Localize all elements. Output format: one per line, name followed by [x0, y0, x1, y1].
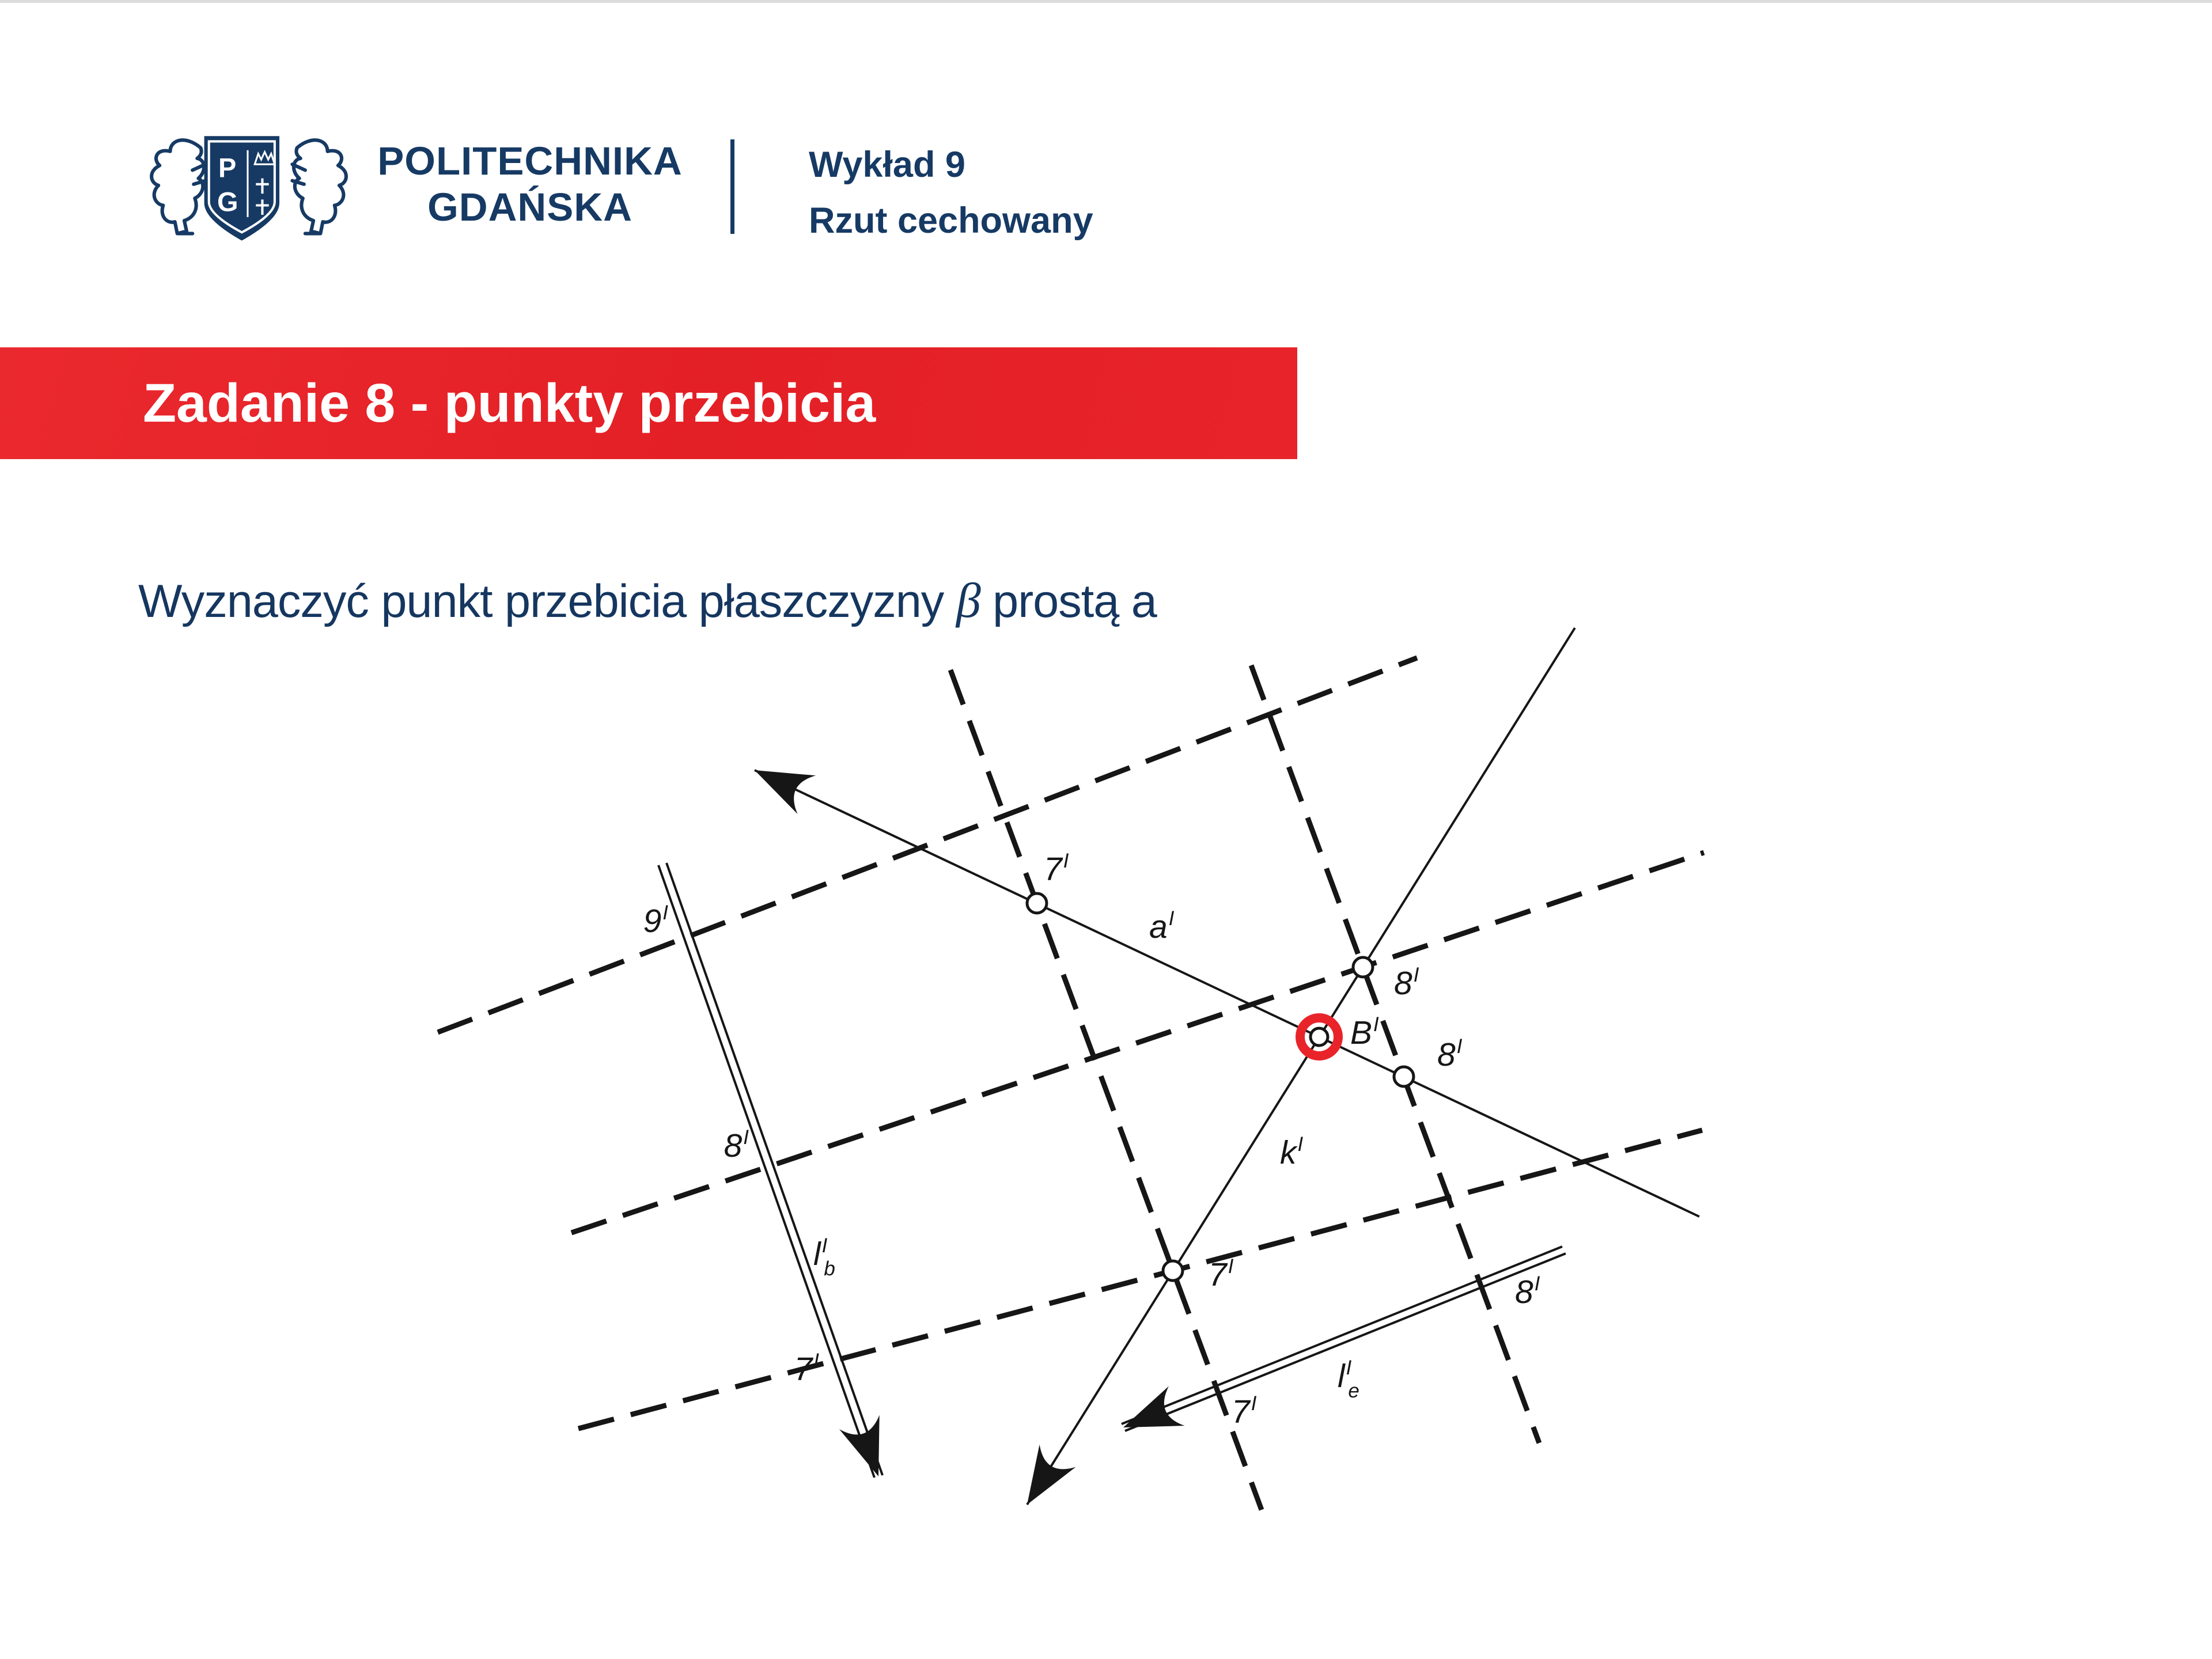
- node-7-on-a: [1027, 893, 1047, 913]
- node-B: [1310, 1028, 1328, 1046]
- line-a: [755, 770, 1699, 1217]
- contour-eps-8: [1251, 665, 1539, 1443]
- lecture-title: Rzut cechowany: [809, 200, 1093, 241]
- arrowhead-slope-beta: [839, 1415, 899, 1483]
- arrowhead-line-k: [1009, 1445, 1076, 1516]
- label-point-8-on-k: $8^I$: [1394, 964, 1419, 1002]
- label-scale-8-beta: $8^I$: [724, 1126, 749, 1164]
- task-banner-title: Zadanie 8 - punkty przebicia: [143, 372, 876, 434]
- node-7-on-k: [1163, 1261, 1183, 1281]
- node-8-on-k: [1353, 957, 1373, 977]
- label-line-a: $a^I$: [1149, 907, 1175, 945]
- label-slope-line-eps: $l^I$ e: [1338, 1357, 1359, 1402]
- arrowhead-slope-eps: [1115, 1386, 1184, 1447]
- shield-letter-g: G: [217, 187, 238, 217]
- beta-symbol: β: [956, 573, 980, 628]
- label-point-B: $B^I$: [1350, 1013, 1379, 1051]
- line-k: [1027, 628, 1575, 1505]
- contour-beta-9: [438, 658, 1417, 1032]
- label-scale-7-beta: $7^I$: [794, 1350, 819, 1388]
- lecture-number: Wykład 9: [809, 145, 965, 185]
- label-slope-line-beta: $l^I$ b: [813, 1234, 835, 1280]
- label-line-k: $k^I$: [1280, 1133, 1304, 1171]
- label-scale-9: $9^I$: [643, 902, 668, 940]
- label-point-7-on-k: $7^I$: [1209, 1255, 1234, 1293]
- university-name-line2: GDAŃSKA: [427, 185, 632, 229]
- task-statement-before: Wyznaczyć punkt przebicia płaszczyzny: [138, 575, 956, 627]
- label-point-7-on-a: $7^I$: [1044, 850, 1069, 888]
- label-point-7-on-le: $7^I$: [1232, 1392, 1257, 1430]
- task-statement-after: prostą a: [980, 575, 1157, 627]
- shield-letter-p: P: [218, 153, 237, 183]
- arrowhead-line-a: [745, 751, 816, 815]
- slope-line-beta: [658, 863, 882, 1478]
- node-8-on-a: [1394, 1067, 1414, 1086]
- label-point-8-on-le: $8^I$: [1515, 1272, 1540, 1310]
- university-name-line1: POLITECHNIKA: [377, 139, 683, 183]
- label-point-8-on-a: $8^I$: [1437, 1035, 1463, 1073]
